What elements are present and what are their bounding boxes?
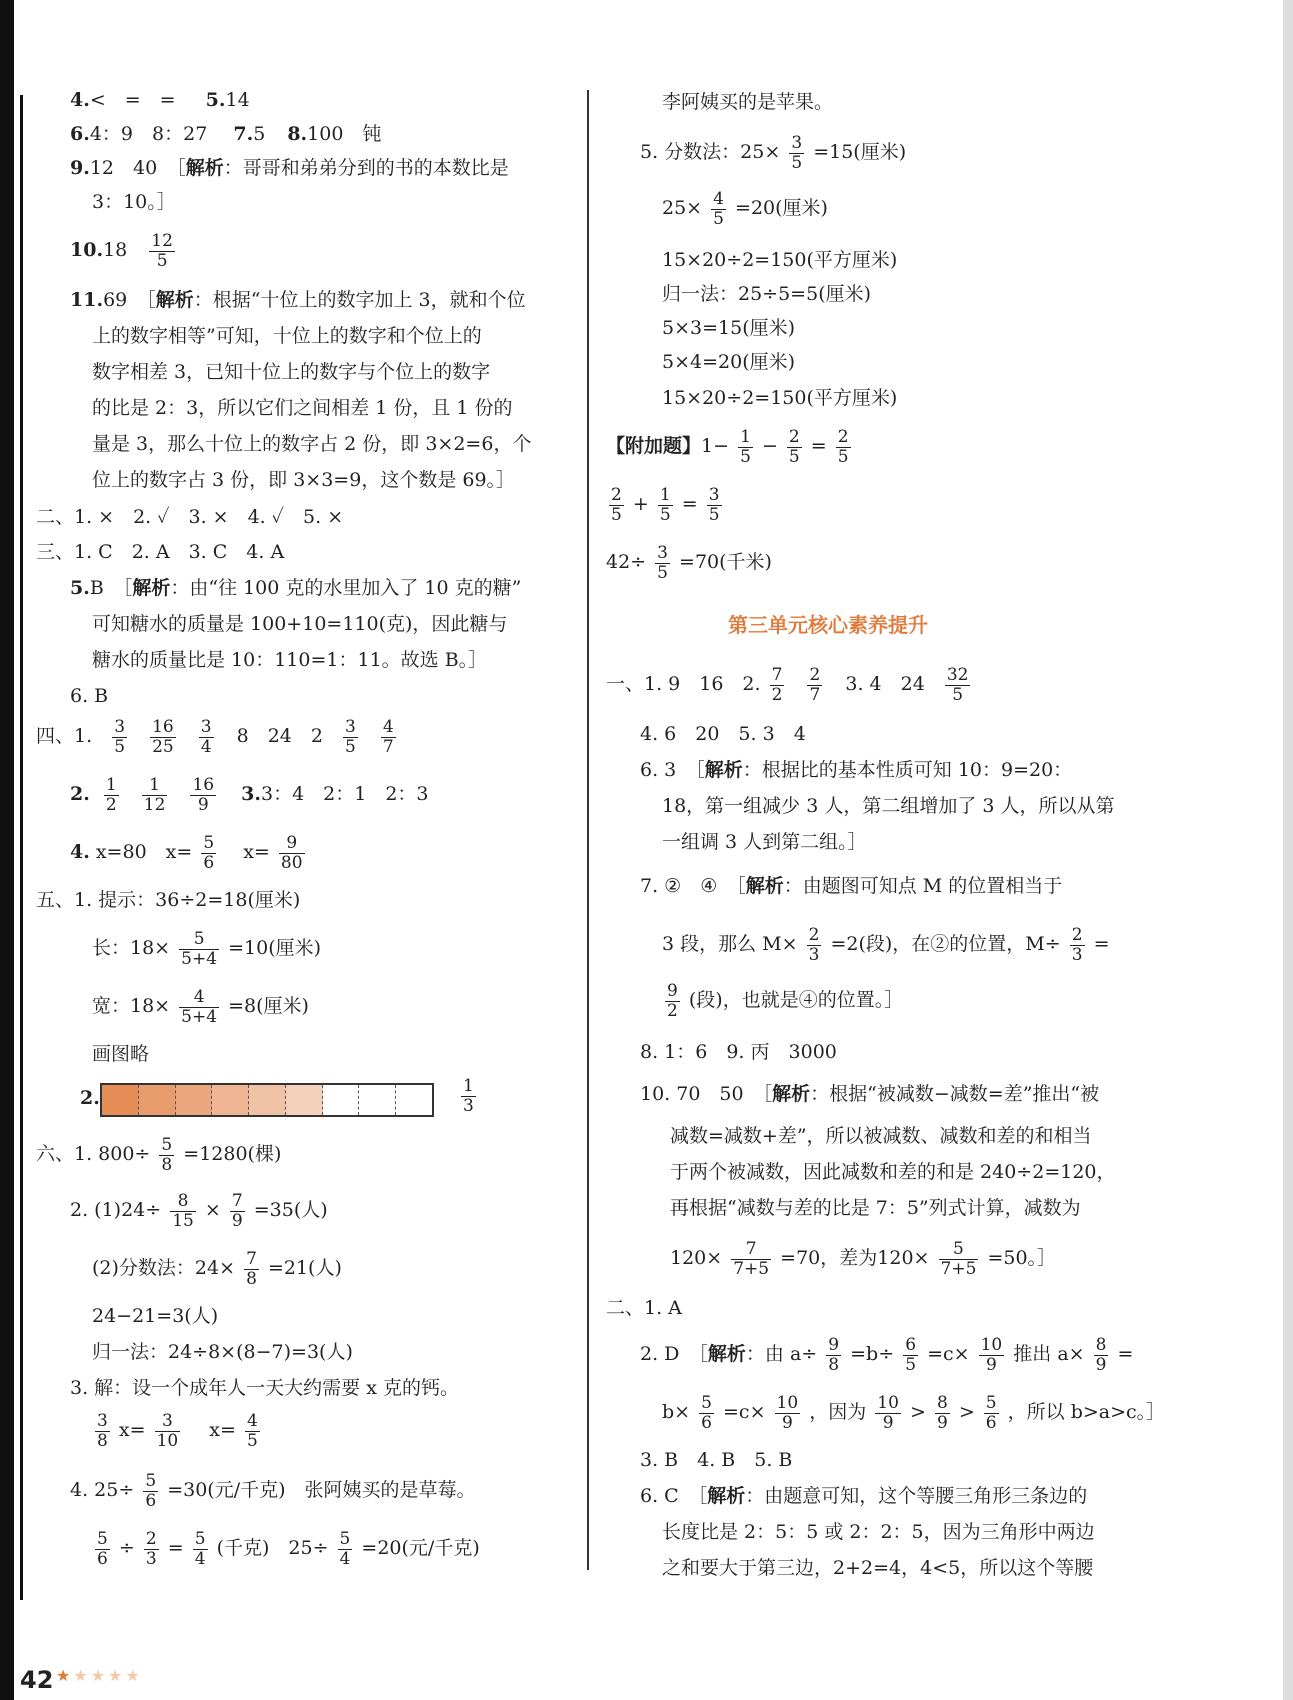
answer-line: 二、1. × 2. ✓ 3. × 4. ✓ 5. ×	[36, 506, 344, 528]
fraction: $\frac{10}{9}$	[877, 1393, 899, 1433]
answer-line: 的比是 2：3，所以它们之间相差 1 份，且 1 份的	[92, 397, 513, 419]
answer-line: 15×20÷2=150(平方厘米)	[662, 387, 898, 409]
fraction: $\frac{3}{5}$	[657, 543, 668, 583]
bar-cell-shaded	[249, 1085, 286, 1115]
fraction: $\frac{3}{10}$	[156, 1411, 179, 1451]
answer-line: 2. $\frac{1}{2}$ $\frac{1}{12}$ $\frac{16}{9}$ 3.3：4 2：1 2：3	[70, 775, 429, 815]
answer-line: 六、1. 800÷ $\frac{5}{8}$ =1280(棵)	[36, 1135, 282, 1175]
answer-line: $\frac{2}{5}$ + $\frac{1}{5}$ = $\frac{3}{5}$	[611, 485, 720, 525]
answer-line: 3. 解：设一个成年人一天大约需要 x 克的钙。	[70, 1377, 459, 1399]
column-divider	[587, 90, 589, 1570]
fraction: $\frac{5}{6}$	[97, 1529, 108, 1569]
answer-line: 位上的数字占 3 份，即 3×3=9，这个数是 69。］	[92, 469, 516, 491]
scan-edge	[0, 0, 14, 1700]
answer-line: 42÷ $\frac{3}{5}$ =70(千米)	[606, 543, 772, 583]
fraction: $\frac{2}{5}$	[788, 427, 800, 467]
answer-line: 上的数字相等”可知，十位上的数字和个位上的	[92, 325, 482, 347]
bar-diagram	[100, 1083, 434, 1117]
answer-line: 于两个被减数，因此减数和差的和是 240÷2=120，	[670, 1161, 1116, 1183]
fraction: $\frac{10}{9}$	[980, 1335, 1003, 1375]
answer-line: 6. B	[70, 685, 109, 707]
answer-line: 5. 分数法：25× $\frac{3}{5}$ =15(厘米)	[640, 133, 907, 173]
fraction: $\frac{3}{4}$	[200, 717, 212, 757]
fraction: $\frac{1}{5}$	[659, 485, 671, 525]
answer-line: 5.B ［解析：由“往 100 克的水里加入了 10 克的糖”	[70, 577, 522, 599]
answer-line: 7. ② ④ ［解析：由题图可知点 M 的位置相当于	[640, 875, 1063, 897]
answer-line: 长：18× $\frac{5}{5+4}$ =10(厘米)	[92, 929, 322, 969]
answer-line: 糖水的质量比是 10：110=1：11。故选 B。］	[92, 649, 488, 671]
answer-line: 3：10。］	[92, 191, 176, 213]
answer-line: 一、1. 9 16 2. $\frac{7}{2}$ $\frac{2}{7}$ 3. 4 24 $\frac{32}{5}$	[606, 665, 969, 705]
answer-line: 9.12 40 ［解析：哥哥和弟弟分到的书的本数比是	[70, 157, 509, 179]
fraction: $\frac{9}{80}$	[280, 833, 303, 873]
bar-cell-shaded	[176, 1085, 213, 1115]
fraction: $\frac{5}{4}$	[339, 1529, 351, 1569]
scan-edge-right	[1283, 0, 1293, 1700]
fraction: $\frac{1}{5}$	[740, 427, 751, 467]
fraction: $\frac{16}{9}$	[192, 775, 215, 815]
bar-cell-shaded	[286, 1085, 323, 1115]
answer-line: 量是 3，那么十位上的数字占 2 份，即 3×2=6，个	[92, 433, 532, 455]
star-icon: ★★★★	[73, 1666, 143, 1685]
fraction: $\frac{4}{5+4}$	[181, 987, 218, 1027]
answer-line: b× $\frac{5}{6}$ =c× $\frac{10}{9}$ ，因为 $\frac{10}{9}$ > $\frac{8}{9}$ > $\frac{5}{6}$ ，所以 b>a>c。］	[662, 1393, 1166, 1433]
fraction: $\frac{5}{6}$	[145, 1471, 157, 1511]
fraction: $\frac{3}{5}$	[708, 485, 720, 525]
answer-line: 【附加题】1− $\frac{1}{5}$ − $\frac{2}{5}$ = $\frac{2}{5}$	[606, 427, 849, 467]
fraction: $\frac{7}{7+5}$	[733, 1239, 770, 1279]
fraction: $\frac{7}{8}$	[246, 1249, 257, 1289]
answer-line: 减数=减数+差”，所以被减数、减数和差的和相当	[670, 1125, 1092, 1147]
answer-line: 再根据“减数与差的比是 7：5”列式计算，减数为	[670, 1197, 1081, 1219]
fraction: $\frac{7}{9}$	[231, 1191, 243, 1231]
answer-line: 25× $\frac{4}{5}$ =20(厘米)	[662, 189, 828, 229]
fraction: $\frac{1}{12}$	[143, 775, 166, 815]
fraction: $\frac{32}{5}$	[946, 665, 969, 705]
answer-line: 一组调 3 人到第二组。］	[662, 831, 867, 853]
answer-line: 8. 1：6 9. 丙 3000	[640, 1041, 837, 1063]
star-icon: ★	[56, 1666, 74, 1685]
bar-cell-empty	[323, 1085, 360, 1115]
page-number: 42	[20, 1666, 54, 1694]
bar-label	[458, 1077, 479, 1115]
fraction: $\frac{5}{8}$	[161, 1135, 173, 1175]
fraction: $\frac{4}{7}$	[382, 717, 394, 757]
fraction: $\frac{2}{5}$	[837, 427, 849, 467]
fraction: $\frac{4}{5}$	[713, 189, 724, 229]
bar-cell-empty	[359, 1085, 396, 1115]
section-title: 第三单元核心素养提升	[728, 613, 928, 637]
fraction: $\frac{1}{3}$	[463, 1076, 474, 1116]
answer-line: 画图略	[92, 1043, 150, 1065]
answer-line: $\frac{3}{8}$ x= $\frac{3}{10}$ x= $\frac{4}{5}$	[97, 1411, 258, 1451]
fraction: $\frac{3}{5}$	[114, 717, 126, 757]
answer-line: 三、1. C 2. A 3. C 4. A	[36, 541, 285, 563]
bar-cell-shaded	[102, 1085, 139, 1115]
answer-line: 2. D ［解析：由 a÷ $\frac{9}{8}$ =b÷ $\frac{6}{5}$ =c× $\frac{10}{9}$ 推出 a× $\frac{8}{9}$ =	[640, 1335, 1134, 1375]
answer-line: 二、1. A	[606, 1297, 682, 1319]
fraction: $\frac{9}{2}$	[667, 981, 678, 1021]
fraction: $\frac{5}{6}$	[203, 833, 215, 873]
answer-line: 6. 3 ［解析：根据比的基本性质可知 10：9=20：	[640, 759, 1073, 781]
fraction: $\frac{8}{9}$	[1095, 1335, 1107, 1375]
answer-line: 6.4：9 8：27 7.5 8.100 钝	[70, 123, 382, 145]
fraction: $\frac{12}{5}$	[151, 231, 173, 271]
fraction: $\frac{3}{5}$	[791, 133, 803, 173]
fraction: $\frac{8}{9}$	[936, 1393, 948, 1433]
answer-line: 15×20÷2=150(平方厘米)	[662, 249, 898, 271]
answer-line: 18，第一组减少 3 人，第二组增加了 3 人，所以从第	[662, 795, 1115, 817]
bar-cell-shaded	[139, 1085, 176, 1115]
fraction: $\frac{2}{5}$	[611, 485, 622, 525]
answer-line: 归一法：24÷8×(8−7)=3(人)	[92, 1341, 353, 1363]
fraction: $\frac{16}{25}$	[152, 717, 174, 757]
difficulty-stars	[56, 1666, 143, 1685]
answer-line: 李阿姨买的是苹果。	[662, 91, 834, 113]
answer-line: 数字相差 3，已知十位上的数字与个位上的数字	[92, 361, 491, 383]
answer-line: 4. 25÷ $\frac{5}{6}$ =30(元/千克) 张阿姨买的是草莓。	[70, 1471, 476, 1511]
answer-line: 可知糖水的质量是 100+10=110(克)，因此糖与	[92, 613, 508, 635]
fraction: $\frac{2}{3}$	[1071, 925, 1083, 965]
answer-line: (2)分数法：24× $\frac{7}{8}$ =21(人)	[92, 1249, 342, 1289]
answer-line: 6. C ［解析：由题意可知，这个等腰三角形三条边的	[640, 1485, 1088, 1507]
fraction: $\frac{2}{3}$	[808, 925, 820, 965]
fraction: $\frac{7}{2}$	[771, 665, 783, 705]
answer-line: 120× $\frac{7}{7+5}$ =70，差为120× $\frac{5}{7+5}$ =50。］	[670, 1239, 1057, 1279]
answer-line: 2.	[80, 1087, 100, 1109]
fraction: $\frac{2}{7}$	[809, 665, 821, 705]
answer-line: $\frac{9}{2}$ (段)，也就是④的位置。］	[667, 981, 904, 1021]
answer-line: 3 段，那么 M× $\frac{2}{3}$ =2(段)，在②的位置，M÷ $\frac{2}{3}$ =	[662, 925, 1110, 965]
fraction: $\frac{6}{5}$	[905, 1335, 917, 1375]
answer-line: 四、1. $\frac{3}{5}$ $\frac{16}{25}$ $\frac{3}{4}$ 8 24 2 $\frac{3}{5}$ $\frac{4}{7}$	[36, 717, 394, 757]
answer-line: 之和要大于第三边，2+2=4，4<5，所以这个等腰	[662, 1557, 1094, 1579]
answer-line: 宽：18× $\frac{4}{5+4}$ =8(厘米)	[92, 987, 309, 1027]
answer-line: 五、1. 提示：36÷2=18(厘米)	[36, 889, 301, 911]
fraction: $\frac{2}{3}$	[145, 1529, 157, 1569]
answer-line: 4. x=80 x= $\frac{5}{6}$ x= $\frac{9}{80}$	[70, 833, 303, 873]
fraction: $\frac{1}{2}$	[105, 775, 117, 815]
answer-line: 2. (1)24÷ $\frac{8}{15}$ × $\frac{7}{9}$ =35(人)	[70, 1191, 328, 1231]
answer-line: 4. 6 20 5. 3 4	[640, 723, 806, 745]
fraction: $\frac{10}{9}$	[776, 1393, 799, 1433]
fraction: $\frac{5}{5+4}$	[181, 929, 218, 969]
fraction: $\frac{5}{6}$	[701, 1393, 712, 1433]
fraction: $\frac{3}{5}$	[345, 717, 356, 757]
answer-line: 5×4=20(厘米)	[662, 351, 796, 373]
fraction: $\frac{8}{15}$	[172, 1191, 194, 1231]
fraction: $\frac{5}{4}$	[194, 1529, 206, 1569]
answer-line: 长度比是 2：5：5 或 2：2：5，因为三角形中两边	[662, 1521, 1095, 1543]
fraction: $\frac{4}{5}$	[246, 1411, 258, 1451]
answer-line: 3. B 4. B 5. B	[640, 1449, 793, 1471]
left-margin-rule	[20, 95, 23, 1600]
bar-cell-shaded	[212, 1085, 249, 1115]
fraction: $\frac{9}{8}$	[828, 1335, 840, 1375]
answer-line: 10.18 $\frac{12}{5}$	[70, 231, 173, 271]
answer-line: 5×3=15(厘米)	[662, 317, 796, 339]
fraction: $\frac{5}{6}$	[985, 1393, 997, 1433]
answer-line: 4.< = = 5.14	[70, 89, 250, 111]
answer-line: 归一法：25÷5=5(厘米)	[662, 283, 872, 305]
fraction: $\frac{3}{8}$	[97, 1411, 108, 1451]
answer-line: $\frac{5}{6}$ ÷ $\frac{2}{3}$ = $\frac{5}{4}$ (千克) 25÷ $\frac{5}{4}$ =20(元/千克)	[97, 1529, 480, 1569]
answer-line: 11.69 ［解析：根据“十位上的数字加上 3，就和个位	[70, 289, 526, 311]
fraction: $\frac{5}{7+5}$	[940, 1239, 977, 1279]
bar-cell-empty	[396, 1085, 432, 1115]
answer-line: 24−21=3(人)	[92, 1305, 219, 1327]
answer-line: 10. 70 50 ［解析：根据“被减数−减数=差”推出“被	[640, 1083, 1100, 1105]
